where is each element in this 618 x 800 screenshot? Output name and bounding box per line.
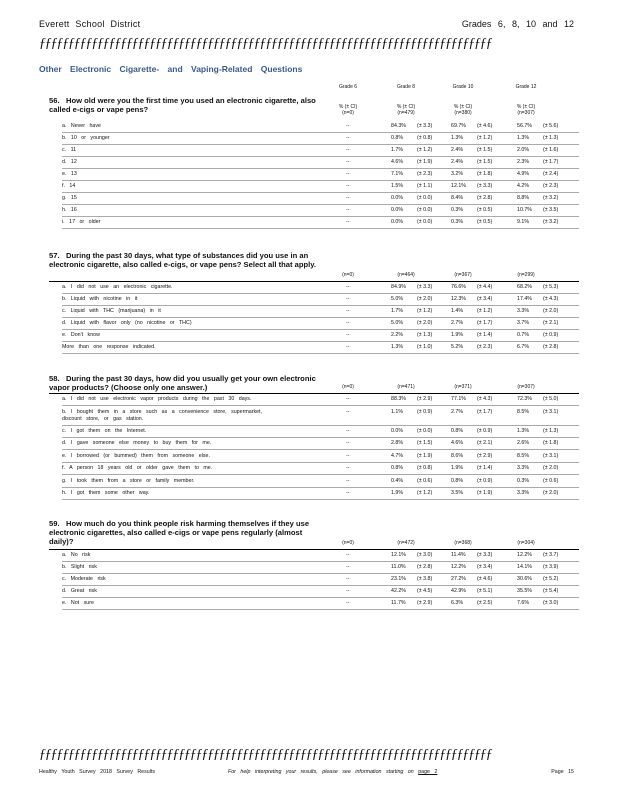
percent-value: 2.4% [451,159,464,165]
grade6-value: -- [346,588,350,594]
percent-value: 42.9% [451,588,467,594]
percent-value: 5.0% [391,320,404,326]
grade6-value: -- [346,207,350,213]
grade6-value: -- [346,564,350,570]
confidence-interval: (± 1.8) [477,171,493,177]
row-label: d. Great risk [62,588,97,594]
confidence-interval: (± 3.3) [417,284,433,290]
confidence-interval: (± 0.9) [543,332,559,338]
confidence-interval: (± 1.6) [543,147,559,153]
confidence-interval: (± 1.4) [477,465,493,471]
percent-value: 17.4% [517,296,533,302]
confidence-interval: (± 1.2) [417,490,433,496]
table-row [62,463,579,475]
row-label: g. 15 [62,195,77,201]
table-row [62,574,579,586]
confidence-interval: (± 0.9) [477,477,493,484]
confidence-interval: (± 5.0) [543,396,559,402]
table-row [62,181,579,193]
row-label: b. Slight risk [62,564,97,570]
percent-value: 2.7% [451,408,464,415]
percent-value: 3.2% [451,171,464,177]
row-label: e. I borrowed (or bummed) them from someone else. [62,452,210,459]
percent-value: 23.1% [391,576,407,582]
confidence-interval: (± 2.3) [417,171,433,177]
row-label: c. 11 [62,147,77,153]
confidence-interval: (± 2.3) [477,344,493,350]
stat-label: % (± CI) [396,104,416,110]
percent-value: 1.3% [517,135,530,141]
question-number: 56. [49,96,60,105]
sample-size: (n=307) [517,384,535,390]
percent-value: 8.4% [451,195,464,201]
row-label: g. I took them from a store or family member. [62,477,195,484]
row-label: h. 16 [62,207,77,213]
table-row [62,342,579,354]
percent-value: 2.3% [517,159,530,165]
confidence-interval: (± 2.1) [477,440,493,446]
percent-value: 1.9% [451,332,464,338]
percent-value: 0.3% [517,477,530,484]
row-label: More than one response indicated. [62,344,156,350]
confidence-interval: (± 1.3) [543,427,559,434]
confidence-interval: (± 0.6) [417,477,433,484]
confidence-interval: (± 3.2) [543,195,559,201]
table-row [62,282,579,294]
confidence-interval: (± 2.5) [477,600,493,606]
percent-value: 0.0% [391,427,404,434]
row-label: c. Liquid with THC (marijuana) in it [62,308,161,314]
percent-value: 4.6% [451,440,464,446]
grade6-value: -- [346,576,350,582]
grade6-value: -- [346,344,350,350]
confidence-interval: (± 0.0) [417,207,433,213]
confidence-interval: (± 0.5) [477,207,493,213]
percent-value: 4.6% [391,159,404,165]
row-label: h. I got them some other way. [62,490,150,496]
confidence-interval: (± 2.0) [543,308,559,314]
percent-value: 12.2% [517,552,533,558]
question-text [49,374,319,392]
sample-size: (n=307) [517,110,535,116]
table-row [62,306,579,318]
percent-value: 56.7% [517,123,533,129]
percent-value: 0.7% [517,332,530,338]
percent-value: 5.2% [451,344,464,350]
sample-size: (n=368) [454,540,472,546]
table-row [62,205,579,217]
table-row [62,330,579,342]
percent-value: 0.3% [451,219,464,225]
confidence-interval: (± 2.1) [543,320,559,326]
confidence-interval: (± 1.9) [417,159,433,165]
confidence-interval: (± 2.8) [477,195,493,201]
percent-value: 12.3% [451,296,467,302]
row-label: c. Moderate risk [62,576,106,582]
confidence-interval: (± 5.6) [543,123,559,129]
percent-value: 1.3% [517,427,530,434]
grade6-value: -- [346,308,350,314]
row-label: a. I did not use an electronic cigarette. [62,284,173,290]
stat-label: % (± CI) [516,104,536,110]
percent-value: 69.7% [451,123,467,129]
percent-value: 88.3% [391,396,407,402]
confidence-interval: (± 2.0) [417,296,433,302]
grade-header: Grade 6 [338,84,358,90]
percent-value: 0.0% [391,207,404,213]
district-name: Everett School District [39,19,141,29]
sample-size: (n=367) [454,272,472,278]
percent-value: 42.2% [391,588,407,594]
percent-value: 1.1% [391,408,404,415]
grade6-value: -- [346,440,350,446]
percent-value: 30.6% [517,576,533,582]
confidence-interval: (± 3.4) [477,296,493,302]
grade6-value: -- [346,477,350,484]
percent-value: 8.8% [517,195,530,201]
percent-value: 4.7% [391,452,404,459]
table-row [62,133,579,145]
confidence-interval: (± 0.0) [417,427,433,434]
percent-value: 2.0% [517,147,530,153]
sample-size: (n=479) [397,110,415,116]
question-text [49,251,319,269]
confidence-interval: (± 2.0) [417,320,433,326]
confidence-interval: (± 5.4) [543,588,559,594]
percent-value: 1.3% [391,344,404,350]
row-label: d. I gave someone else money to buy them for me. [62,440,212,446]
percent-value: 11.4% [451,552,466,558]
table-row [62,550,579,562]
table-row [62,121,579,133]
confidence-interval: (± 0.8) [417,465,433,471]
grade6-value: -- [346,332,350,338]
percent-value: 3.3% [517,465,530,471]
percent-value: 68.2% [517,284,533,290]
percent-value: 12.1% [391,552,407,558]
percent-value: 77.1% [451,396,467,402]
percent-value: 2.8% [391,440,404,446]
row-label: f. A person 18 years old or older gave them to me. [62,465,213,471]
percent-value: 11.7% [391,600,406,606]
table-row [62,426,579,438]
percent-value: 4.2% [517,183,530,189]
row-label: d. 12 [62,159,77,165]
confidence-interval: (± 5.3) [543,284,559,290]
percent-value: 0.8% [451,427,464,434]
question-number: 58. [49,374,60,383]
confidence-interval: (± 5.1) [477,588,493,594]
confidence-interval: (± 1.7) [477,320,493,326]
percent-value: 8.5% [517,408,530,415]
row-label-continued: discount store, or gas station. [62,415,144,422]
percent-value: 2.7% [451,320,464,326]
confidence-interval: (± 1.2) [417,308,433,314]
grade6-value: -- [346,296,350,302]
confidence-interval: (± 1.9) [477,490,493,496]
row-label: a. I did not use electronic vapor products during the past 30 days. [62,396,252,402]
percent-value: 11.0% [391,564,406,570]
confidence-interval: (± 3.3) [417,123,433,129]
confidence-interval: (± 0.8) [417,135,433,141]
sample-size: (n=299) [517,272,535,278]
table-row [62,476,579,488]
table-row [62,294,579,306]
confidence-interval: (± 1.2) [417,147,433,153]
percent-value: 1.7% [391,308,404,314]
confidence-interval: (± 4.5) [417,588,433,594]
sample-size: (n=0) [342,384,354,390]
percent-value: 5.0% [391,296,404,302]
footer-help-text [228,769,437,775]
percent-value: 4.9% [517,171,530,177]
confidence-interval: (± 4.6) [477,123,493,129]
grade6-value: -- [346,171,350,177]
confidence-interval: (± 2.9) [417,396,433,402]
row-label: d. Liquid with flavor only (no nicotine or THC) [62,320,192,326]
confidence-interval: (± 1.8) [543,440,559,446]
confidence-interval: (± 0.0) [417,219,433,225]
confidence-interval: (± 3.4) [477,564,493,570]
confidence-interval: (± 3.3) [477,183,493,189]
section-title: Other Electronic Cigarette- and Vaping-Related Questions [39,64,303,74]
grade-header: Grade 12 [515,84,537,90]
question-label: During the past 30 days, how did you usually get your own electronic vapor products? (Choose only one answer.) [49,374,316,392]
grade6-value: -- [346,452,350,459]
confidence-interval: (± 1.2) [477,135,493,141]
confidence-interval: (± 4.4) [477,284,493,290]
sample-size: (n=304) [517,540,535,546]
grade6-value: -- [346,183,350,189]
percent-value: 14.1% [517,564,533,570]
percent-value: 0.4% [391,477,404,484]
percent-value: 1.9% [391,490,404,496]
percent-value: 0.8% [451,477,464,484]
confidence-interval: (± 1.5) [477,159,493,165]
confidence-interval: (± 1.7) [543,159,559,165]
percent-value: 1.5% [391,183,404,189]
table-row [62,562,579,574]
confidence-interval: (± 0.9) [477,427,493,434]
question-label: How old were you the first time you used an electronic cigarette, also called e-cigs or vape pens? [49,96,316,114]
table-row [62,157,579,169]
table-row [62,438,579,450]
grade6-value: -- [346,123,350,129]
percent-value: 0.3% [451,207,464,213]
confidence-interval: (± 1.9) [417,452,433,459]
question-label: During the past 30 days, what type of substances did you use in an electronic cigarette, also called e-cigs, or vape pens? Select all that apply. [49,251,317,269]
percent-value: 1.4% [451,308,464,314]
sample-size: (n=371) [454,384,472,390]
percent-value: 27.2% [451,576,467,582]
grade6-value: -- [346,396,350,402]
confidence-interval: (± 0.6) [543,477,559,484]
sample-size: (n=464) [397,272,415,278]
confidence-interval: (± 2.0) [543,465,559,471]
table-row [62,407,579,426]
confidence-interval: (± 1.2) [477,308,493,314]
confidence-interval: (± 1.5) [417,440,433,446]
sample-size: (n=471) [397,384,415,390]
grade6-value: -- [346,195,350,201]
confidence-interval: (± 3.2) [543,219,559,225]
grade6-value: -- [346,320,350,326]
footer-help-label: For help interpreting your results, please see information starting on [228,769,414,775]
table-row [62,586,579,598]
percent-value: 10.7% [517,207,533,213]
table-row [62,193,579,205]
row-label: e. 13 [62,171,77,177]
percent-value: 76.6% [451,284,467,290]
grade6-value: -- [346,600,350,606]
footer-page-number: Page 15 [551,769,574,775]
confidence-interval: (± 2.3) [543,183,559,189]
grade6-value: -- [346,465,350,471]
ornament-rule-top: ƒƒƒƒƒƒƒƒƒƒƒƒƒƒƒƒƒƒƒƒƒƒƒƒƒƒƒƒƒƒƒƒƒƒƒƒƒƒƒƒƒƒƒƒƒƒƒƒƒƒƒƒƒƒƒƒƒƒƒƒƒƒƒƒƒƒƒƒƒƒƒƒƒƒƒƒƒƒ [39,37,492,51]
confidence-interval: (± 1.1) [417,183,433,189]
confidence-interval: (± 3.0) [543,600,559,606]
percent-value: 6.3% [451,600,464,606]
percent-value: 12.1% [451,183,467,189]
grade6-value: -- [346,135,350,141]
percent-value: 12.2% [451,564,467,570]
row-label: e. Not sure [62,600,94,606]
sample-size: (n=0) [342,540,354,546]
confidence-interval: (± 3.5) [543,207,559,213]
grade6-value: -- [346,284,350,290]
confidence-interval: (± 1.3) [543,135,559,141]
sample-size: (n=380) [454,110,472,116]
percent-value: 1.7% [391,147,404,153]
confidence-interval: (± 2.9) [417,600,433,606]
percent-value: 7.6% [517,600,530,606]
percent-value: 8.5% [517,452,530,459]
confidence-interval: (± 2.9) [477,452,493,459]
percent-value: 0.0% [391,195,404,201]
confidence-interval: (± 3.0) [417,552,433,558]
confidence-interval: (± 3.8) [417,576,433,582]
confidence-interval: (± 2.8) [417,564,433,570]
row-label: e. Don't know [62,332,100,338]
grade-header: Grade 8 [396,84,416,90]
question-label: How much do you think people risk harming themselves if they use electronic cigarettes, also called e-cigs or vape pens regularly (almost daily)? [49,519,310,546]
confidence-interval: (± 1.4) [477,332,493,338]
confidence-interval: (± 3.1) [543,408,559,415]
table-row [62,169,579,181]
row-label: a. No risk [62,552,91,558]
sample-size: (n=472) [397,540,415,546]
percent-value: 6.7% [517,344,530,350]
confidence-interval: (± 0.0) [417,195,433,201]
confidence-interval: (± 5.2) [543,576,559,582]
confidence-interval: (± 4.3) [477,396,493,402]
ornament-rule-bottom: ƒƒƒƒƒƒƒƒƒƒƒƒƒƒƒƒƒƒƒƒƒƒƒƒƒƒƒƒƒƒƒƒƒƒƒƒƒƒƒƒƒƒƒƒƒƒƒƒƒƒƒƒƒƒƒƒƒƒƒƒƒƒƒƒƒƒƒƒƒƒƒƒƒƒƒƒƒƒ [39,748,492,762]
percent-value: 72.3% [517,396,533,402]
percent-value: 3.5% [451,490,464,496]
row-label: b. 10 or younger [62,135,110,141]
confidence-interval: (± 3.1) [543,452,559,459]
percent-value: 1.9% [451,465,464,471]
footer-page-link[interactable]: page 2 [418,769,438,775]
table-row [62,488,579,500]
footer-survey-name: Healthy Youth Survey 2018 Survey Results [39,769,155,775]
confidence-interval: (± 2.8) [543,344,559,350]
row-label: i. 17 or older [62,219,101,225]
percent-value: 1.3% [451,135,464,141]
question-number: 57. [49,251,60,260]
confidence-interval: (± 0.5) [477,219,493,225]
confidence-interval: (± 0.9) [417,408,433,415]
question-text [49,519,319,546]
percent-value: 8.6% [451,452,464,459]
confidence-interval: (± 3.9) [543,564,559,570]
row-label: b. I bought them in a store such as a convenience store, supermarket, [62,408,262,415]
confidence-interval: (± 4.3) [543,296,559,302]
confidence-interval: (± 3.7) [543,552,559,558]
table-row [62,217,579,229]
confidence-interval: (± 2.0) [543,490,559,496]
percent-value: 9.1% [517,219,530,225]
question-number: 59. [49,519,60,528]
grade-header: Grade 10 [452,84,474,90]
sample-size: (n=0) [342,272,354,278]
percent-value: 3.3% [517,308,530,314]
stat-label: % (± CI) [338,104,358,110]
row-label: c. I got them on the Internet. [62,427,147,434]
percent-value: 0.0% [391,219,404,225]
confidence-interval: (± 1.7) [477,408,493,415]
percent-value: 3.3% [517,490,530,496]
question-text [49,96,319,114]
percent-value: 2.4% [451,147,464,153]
grade6-value: -- [346,552,350,558]
row-label: a. Never have [62,123,101,129]
confidence-interval: (± 1.3) [417,332,433,338]
table-row [62,145,579,157]
sample-size: (n=0) [342,110,354,116]
percent-value: 7.1% [391,171,404,177]
percent-value: 0.8% [391,465,404,471]
percent-value: 2.2% [391,332,404,338]
confidence-interval: (± 2.4) [543,171,559,177]
grades-label: Grades 6, 8, 10 and 12 [461,19,574,29]
grade6-value: -- [346,408,350,415]
confidence-interval: (± 1.0) [417,344,433,350]
percent-value: 0.8% [391,135,404,141]
grade6-value: -- [346,159,350,165]
percent-value: 84.9% [391,284,407,290]
table-row [62,598,579,610]
grade6-value: -- [346,219,350,225]
confidence-interval: (± 1.5) [477,147,493,153]
grade6-value: -- [346,427,350,434]
row-label: b. Liquid with nicotine in it [62,296,138,302]
percent-value: 35.5% [517,588,533,594]
confidence-interval: (± 3.3) [477,552,493,558]
percent-value: 84.3% [391,123,407,129]
grade6-value: -- [346,490,350,496]
percent-value: 2.6% [517,440,530,446]
table-row [62,318,579,330]
confidence-interval: (± 4.6) [477,576,493,582]
table-row [62,451,579,463]
table-row [62,394,579,406]
grade6-value: -- [346,147,350,153]
percent-value: 3.7% [517,320,530,326]
stat-label: % (± CI) [453,104,473,110]
row-label: f. 14 [62,183,76,189]
